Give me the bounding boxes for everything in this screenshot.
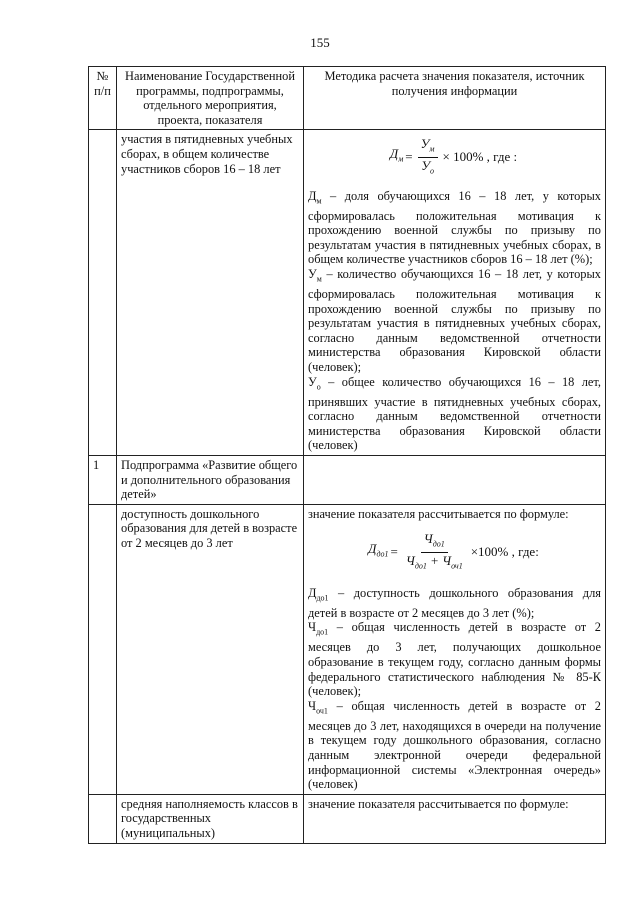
formula-dm <box>308 136 601 178</box>
table-row <box>89 504 606 794</box>
page-number: 155 <box>310 35 330 50</box>
formula-intro: значение показателя рассчитывается по формуле: <box>308 506 569 521</box>
table-row <box>89 130 606 456</box>
formula-tail: × 100% , где : <box>442 149 518 165</box>
formula-eq: = <box>405 149 413 165</box>
row-num <box>89 130 117 456</box>
header-method: Методика расчета значения показателя, источник получения информации <box>304 67 606 130</box>
row-name: участия в пятидневных учебных сборах, в общем количестве участников сборов 16 – 18 лет <box>117 130 304 456</box>
row-name: Подпрограмма «Развитие общего и дополнительного образования детей» <box>117 456 304 505</box>
formula-fraction: $\frac{Ч_{до1}}{Ч_{до1} + Ч_{оч1}}$ <box>405 531 463 571</box>
definition-choch1: $Ч_{оч1}$ – общая численность детей в возрасте от 2 месяцев до 3 лет, находящихся в очереди на получение в текущем году дошкольного образования, согласно данным электронной очереди федеральной информационной системы «Электронная очередь» (человек) <box>308 698 601 792</box>
definition-dm: $Д_м$ – доля обучающихся 16 – 18 лет, у которых сформировалась положительная мотивация к прохождению военной службы по призыву по результатам участия в пятидневных учебных сборах, в общем количестве участников сборов 16 – 18 лет (%); <box>308 188 601 267</box>
table-row <box>89 794 606 843</box>
header-num: № п/п <box>89 67 117 130</box>
row-method <box>304 130 606 456</box>
row-num: 1 <box>89 456 117 505</box>
formula-lhs: $Д_{до1}$ <box>368 541 389 560</box>
row-num <box>89 504 117 794</box>
row-method <box>304 504 606 794</box>
table-row <box>89 456 606 505</box>
definition-chdo1: $Ч_{до1}$ – общая численность детей в возрасте от 2 месяцев до 3 лет, получающих дошкольное образование в текущем году, согласно данным формы федерального статистического наблюдения № 85-К (человек); <box>308 620 601 699</box>
row-method: значение показателя рассчитывается по формуле: <box>304 794 606 843</box>
table-header-row <box>89 67 606 130</box>
row-name: средняя наполняемость классов в государственных (муниципальных) <box>117 794 304 843</box>
formula-lhs: $Д_м$ <box>389 146 404 164</box>
formula-fraction: $\frac{У_м}{У_о}$ <box>418 136 438 178</box>
formula-ddo1 <box>308 531 601 573</box>
formula-eq: = <box>390 544 398 560</box>
definition-um: $У_м$ – количество обучающихся 16 – 18 лет, у которых сформировалась положительная мотивация к прохождению военной службы по призыву по результатам участия в пятидневных учебных сборах, согласно данным ведомственной отчетности министерства образования Кировской области (человек); <box>308 267 601 375</box>
definition-uo: $У_о$ – общее количество обучающихся 16 – 18 лет, принявших участие в пятидневных учебных сборах, согласно данным ведомственной отчетности министерства образования Кировской области (человек) <box>308 374 601 453</box>
row-num <box>89 794 117 843</box>
row-name: доступность дошкольного образования для детей в возрасте от 2 месяцев до 3 лет <box>117 504 304 794</box>
header-name: Наименование Государственной программы, подпрограммы, отдельного мероприятия, проекта, показателя <box>117 67 304 130</box>
indicators-table <box>88 66 606 844</box>
formula-tail: ×100% , где: <box>470 544 539 560</box>
definition-ddo1: $Д_{до1}$ – доступность дошкольного образования для детей в возрасте от 2 месяцев до 3 лет (%); <box>308 585 601 620</box>
row-method <box>304 456 606 505</box>
